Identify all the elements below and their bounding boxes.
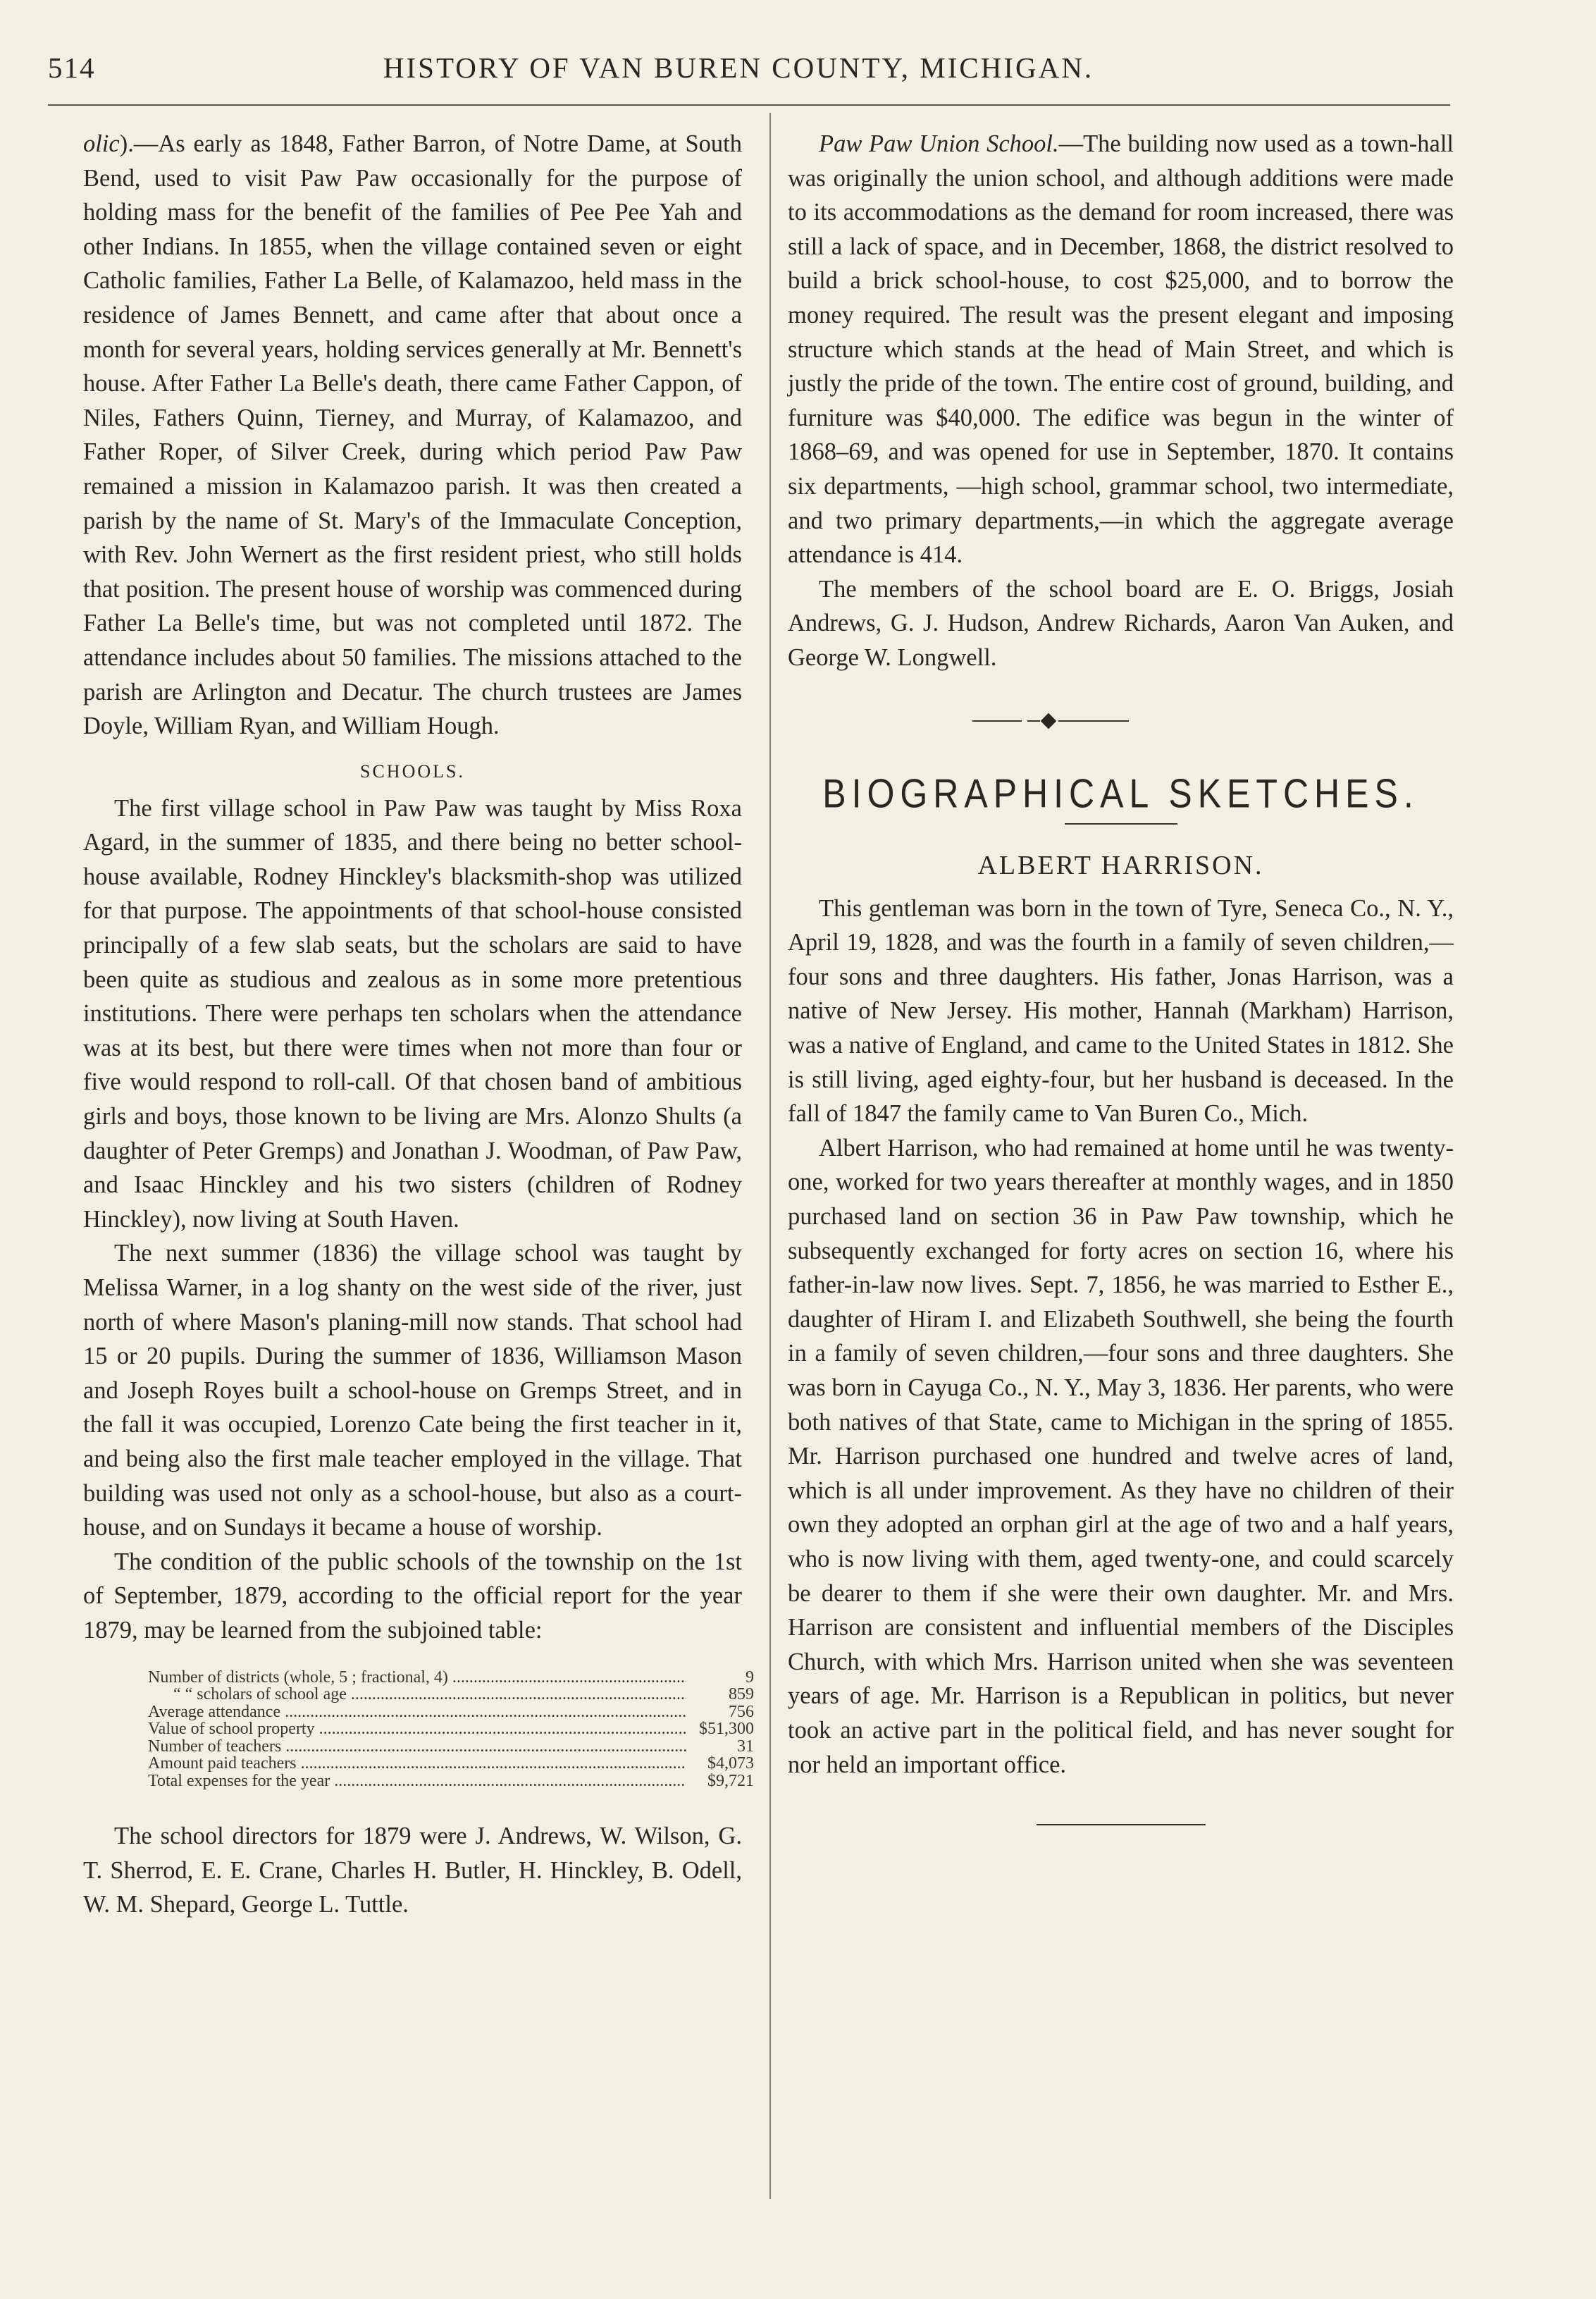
stats-row	[148, 1686, 754, 1703]
paragraph-biography-life: Albert Harrison, who had remained at home until he was twenty-one, worked for two years thereafter at monthly wages, and in 1850 purchased land on section 36 in Paw Paw township, which he subsequently exchanged for forty acres on section 16, where his father-in-law now lives. Sept. 7, 1856, he was married to Esther E., daughter of Hiram I. and Elizabeth Southwell, she being the fourth in a family of seven children,—four sons and three daughters. She was born in Cayuga Co., N. Y., May 3, 1836. Her parents, who were both natives of that State, came to Michigan in the spring of 1855. Mr. Harrison purchased one hundred and twelve acres of land, which is all under improvement. As they have no children of their own they adopted an orphan girl at the age of two and a half years, who is now living with them, aged twenty-one, and could scarcely be dearer to them if she were their own daughter. Mr. and Mrs. Harrison are consistent and influential members of the Disciples Church, with which Mrs. Harrison united when she was seventeen years of age. Mr. Harrison is a Republican in politics, but never took an active part in the political field, and has never sought for nor held an important office.	[788, 1134, 1454, 1778]
ornament-line-left	[1027, 720, 1040, 722]
stats-row	[148, 1773, 754, 1790]
person-name: ALBERT HARRISON.	[977, 851, 1264, 881]
stats-label: Value of school property .....	[148, 1720, 686, 1738]
stats-label: Total expenses for the year .....	[148, 1773, 686, 1790]
column-divider	[769, 113, 771, 2199]
paragraph-text: ).—As early as 1848, Father Barron, of Notre Dame, at South Bend, used to visit Paw Paw occasionally for the purpose of holding mass for the benefit of the families of Pee Pee Yah and other Indians. In 1855, when the village contained seven or eight Catholic families, Father La Belle, of Kalamazoo, held mass in the residence of James Bennett, and came after that about once a month for several years, holding services generally at Mr. Bennett's house. After Father La Belle's death, there came Father Cappon, of Niles, Fathers Quinn, Tierney, and Murray, of Kalamazoo, and Father Roper, of Silver Creek, during which period Paw Paw remained a mission in Kalamazoo parish. It was then created a parish by the name of St. Mary's of the Immaculate Conception, with Rev. John Wernert as the first resident priest, who still holds that position. The present house of worship was commenced during Father La Belle's time, but was not completed until 1872. The attendance includes about 50 families. The missions attached to the parish are Arlington and Decatur. The church trustees are James Doyle, William Ryan, and William Hough.	[83, 130, 742, 740]
stats-label: Average attendance .....	[148, 1703, 686, 1721]
paragraph-union-school	[788, 127, 1454, 572]
stats-value: $9,721	[707, 1771, 754, 1790]
ornament-divider	[788, 703, 1454, 739]
stats-value: $51,300	[699, 1720, 754, 1739]
schools-heading: SCHOOLS.	[360, 760, 465, 782]
paragraph-italic-lead: Paw Paw Union School.	[819, 130, 1059, 157]
paragraph-condition: The condition of the public schools of the township on the 1st of September, 1879, according to the official report for the year 1879, may be learned from the subjoined table:	[83, 1548, 742, 1644]
paragraph-school-directors: The school directors for 1879 were J. Andrews, W. Wilson, G. T. Sherrod, E. E. Crane, Charles H. Butler, H. Hinckley, B. Odell, W. M. Shepard, George L. Tuttle.	[83, 1823, 742, 1918]
page-number: 514	[48, 51, 96, 84]
stats-value: $4,073	[707, 1754, 754, 1773]
paragraph-biography-intro: This gentleman was born in the town of Tyre, Seneca Co., N. Y., April 19, 1828, and was the fourth in a family of seven children,—four sons and three daughters. His father, Jonas Harrison, was a native of New Jersey. His mother, Hannah (Markham) Harrison, was a native of England, and came to the United States in 1812. She is still living, aged eighty-four, but her husband is deceased. In the fall of 1847 the family came to Van Buren Co., Mich.	[788, 894, 1454, 1128]
stats-row	[148, 1669, 754, 1687]
stats-row	[148, 1703, 754, 1721]
paragraph-catholic-church	[83, 127, 742, 744]
ornament-line-left-outer	[972, 720, 1022, 722]
paragraph-first-school: The first village school in Paw Paw was taught by Miss Roxa Agard, in the summer of 1835, and there being no better school-house available, Rodney Hinckley's blacksmith-shop was utilized for that purpose. The appointments of that school-house consisted principally of a few slab seats, but the scholars are said to have been quite as studious and zealous as in some more pretentious institutions. There were perhaps ten scholars when the attendance was at its best, but there were times when not more than four or five would respond to roll-call. Of that chosen band of ambitious girls and boys, those known to be living are Mrs. Alonzo Shults (a daughter of Peter Gremps) and Jonathan J. Woodman, of Paw Paw, and Isaac Hinckley and his two sisters (children of Rodney Hinckley), now living at South Haven.	[83, 794, 742, 1233]
paragraph-text: —The building now used as a town-hall was originally the union school, and although additions were made to its accommodations as the demand for room increased, there was still a lack of space, and in December, 1868, the district resolved to build a brick school-house, to cost $25,000, and to borrow the money required. The result was the present elegant and imposing structure which stands at the head of Main Street, and which is justly the pride of the town. The entire cost of ground, building, and furniture was $40,000. The edifice was begun in the winter of 1868–69, and was opened for use in September, 1870. It contains six departments, —high school, grammar school, two intermediate, and two primary departments,—in which the aggregate average attendance is 414.	[788, 130, 1454, 569]
stats-value: 31	[737, 1737, 754, 1756]
title-rule	[1065, 823, 1177, 825]
ornament-line-right	[1058, 720, 1129, 722]
end-rule	[1037, 1824, 1206, 1825]
stats-label: Amount paid teachers .....	[148, 1755, 686, 1773]
stats-value: 859	[729, 1685, 754, 1704]
stats-label: Number of districts (whole, 5 ; fractional, 4) .....	[148, 1669, 686, 1687]
stats-row	[148, 1755, 754, 1773]
paragraph-italic-lead: olic	[83, 130, 120, 157]
right-column	[788, 127, 1454, 1825]
page-header	[48, 51, 1429, 93]
school-statistics-table	[148, 1669, 754, 1790]
left-column	[83, 127, 754, 1922]
stats-value: 9	[746, 1668, 754, 1687]
stats-row	[148, 1738, 754, 1756]
running-title: HISTORY OF VAN BUREN COUNTY, MICHIGAN.	[383, 51, 1094, 84]
ornament-diamond-icon	[1041, 713, 1057, 729]
paragraph-school-board: The members of the school board are E. O. Briggs, Josiah Andrews, G. J. Hudson, Andrew Richards, Aaron Van Auken, and George W. Longwell.	[788, 575, 1454, 671]
section-title: BIOGRAPHICAL SKETCHES.	[822, 770, 1419, 816]
stats-label: “ “ scholars of school age .....	[148, 1686, 686, 1703]
stats-value: 756	[729, 1702, 754, 1721]
stats-label: Number of teachers .....	[148, 1738, 686, 1756]
header-rule	[48, 104, 1450, 106]
paragraph-next-summer: The next summer (1836) the village school was taught by Melissa Warner, in a log shanty on the west side of the river, just north of where Mason's planing-mill now stands. That school had 15 or 20 pupils. During the summer of 1836, Williamson Mason and Joseph Royes built a school-house on Gremps Street, and in the fall it was occupied, Lorenzo Cate being the first teacher in it, and being also the first male teacher employed in the village. That building was used not only as a school-house, but also as a court-house, and on Sundays it became a house of worship.	[83, 1240, 742, 1541]
stats-row	[148, 1720, 754, 1738]
